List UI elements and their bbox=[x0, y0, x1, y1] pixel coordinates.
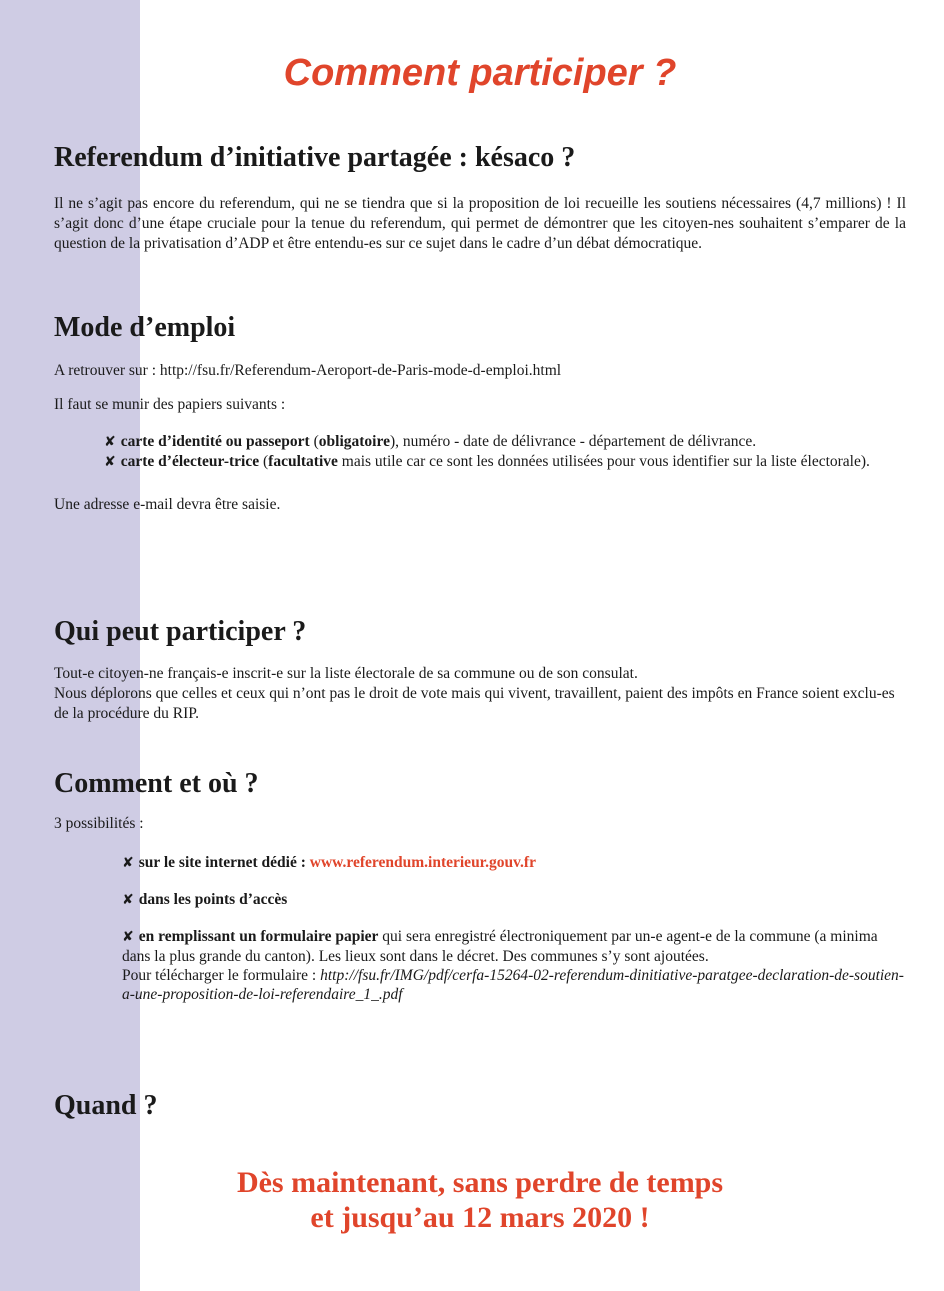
page bbox=[54, 0, 906, 1291]
item-bold2: obligatoire bbox=[318, 433, 390, 450]
list-item bbox=[104, 432, 906, 452]
option-formulaire-bold: en remplissant un formulaire papier bbox=[138, 928, 379, 945]
section-quand bbox=[54, 1090, 906, 1122]
item-mid: ( bbox=[259, 453, 269, 470]
deadline-line1: Dès maintenant, sans perdre de temps bbox=[236, 1166, 724, 1199]
cross-mark-icon: ✘ bbox=[122, 929, 134, 945]
item-rest: mais utile car ce sont les données utilisées pour vous identifier sur la liste électorale). bbox=[337, 453, 870, 470]
cross-mark-icon: ✘ bbox=[104, 434, 116, 450]
papers-list bbox=[104, 432, 906, 472]
list-item bbox=[104, 452, 906, 472]
download-label: Pour télécharger le formulaire : bbox=[122, 967, 321, 984]
item-bold2: facultative bbox=[268, 453, 338, 470]
deadline-callout bbox=[54, 1165, 906, 1235]
item-bold: carte d’électeur-trice bbox=[120, 453, 260, 470]
comment-heading: Comment et où ? bbox=[54, 768, 259, 799]
cross-mark-icon: ✘ bbox=[122, 892, 134, 908]
section-qui bbox=[54, 616, 906, 724]
mode-heading: Mode d’emploi bbox=[54, 312, 236, 343]
section-rip bbox=[54, 142, 906, 254]
section-mode-emploi bbox=[54, 312, 906, 515]
qui-body bbox=[54, 664, 906, 724]
item-mid: ( bbox=[309, 433, 319, 450]
option-site bbox=[122, 853, 906, 873]
referendum-site-link[interactable]: www.referendum.interieur.gouv.fr bbox=[309, 854, 536, 871]
section-comment bbox=[54, 768, 906, 1004]
quand-heading: Quand ? bbox=[54, 1090, 158, 1121]
qui-line1: Tout-e citoyen-ne français-e inscrit-e sur la liste électorale de sa commune ou de son consulat. bbox=[54, 665, 638, 682]
mode-papiers-intro: Il faut se munir des papiers suivants : bbox=[54, 396, 286, 413]
page-title: Comment participer ? bbox=[283, 52, 677, 94]
deadline-line2: et jusqu’au 12 mars 2020 ! bbox=[310, 1201, 650, 1234]
option-points-label: dans les points d’accès bbox=[138, 891, 288, 908]
option-formulaire bbox=[122, 927, 906, 1004]
option-formulaire-rest: qui sera enregistré électroniquement par un-e agent-e de la commune (a minima dans la plus grande du canton). Les lieux sont dans le décret. Des communes s’y sont ajoutées. bbox=[122, 928, 878, 965]
item-bold: carte d’identité ou passeport bbox=[120, 433, 310, 450]
cross-mark-icon: ✘ bbox=[104, 454, 116, 470]
option-site-label: sur le site internet dédié : bbox=[138, 854, 310, 871]
comment-intro: 3 possibilités : bbox=[54, 815, 144, 832]
mode-retrouver: A retrouver sur : http://fsu.fr/Referendum-Aeroport-de-Paris-mode-d-emploi.html bbox=[54, 362, 562, 379]
option-points-acces bbox=[122, 890, 906, 910]
qui-line2: Nous déplorons que celles et ceux qui n’ont pas le droit de vote mais qui vivent, travaillent, paient des impôts en France soient exclu-es de la procédure du RIP. bbox=[54, 685, 895, 722]
cross-mark-icon: ✘ bbox=[122, 855, 134, 871]
mode-email: Une adresse e-mail devra être saisie. bbox=[54, 496, 281, 513]
item-rest: ), numéro - date de délivrance - département de délivrance. bbox=[389, 433, 757, 450]
rip-heading: Referendum d’initiative partagée : késaco ? bbox=[54, 142, 576, 173]
download-link[interactable]: http://fsu.fr/IMG/pdf/cerfa-15264-02-referendum-dinitiative-paratgee-declaration-de-soutien-a-une-proposition-de-loi-referendaire_1_.pdf bbox=[122, 967, 904, 1003]
rip-body: Il ne s’agit pas encore du referendum, qui ne se tiendra que si la proposition de loi recueille les soutiens nécessaires (4,7 millions) ! Il s’agit donc d’une étape cruciale pour la tenue du referendum, qui permet de démontrer que les citoyen-nes souhaitent s’emparer de la question de la privatisation d’ADP et être entendu-es sur ce sujet dans le cadre d’un débat démocratique. bbox=[54, 195, 906, 252]
qui-heading: Qui peut participer ? bbox=[54, 616, 307, 647]
